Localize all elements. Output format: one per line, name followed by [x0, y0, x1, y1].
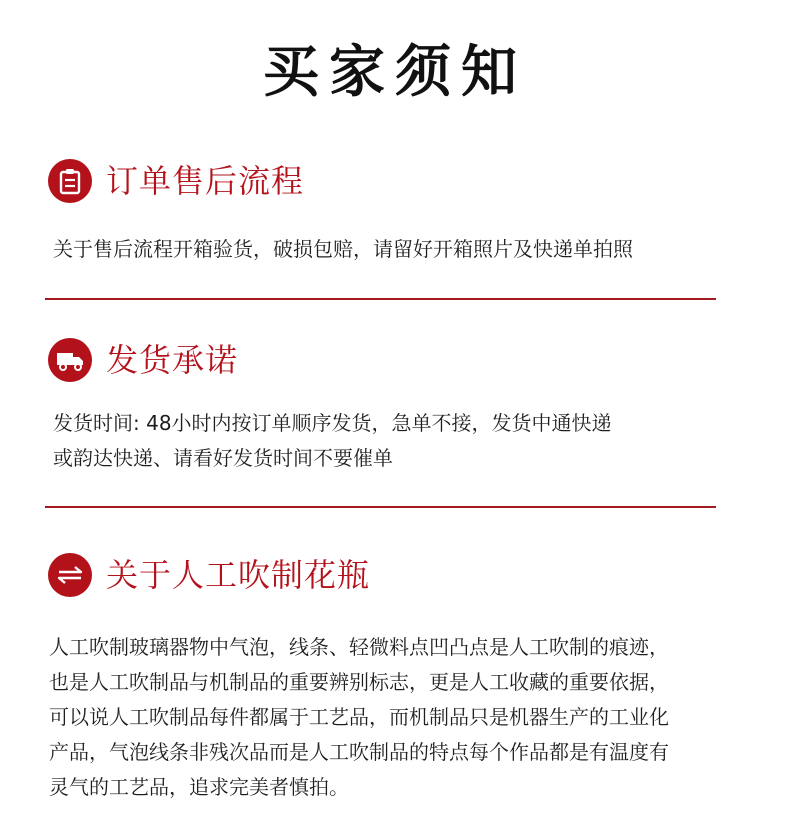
section-title: 订单售后流程 [106, 162, 305, 200]
clipboard-icon [48, 159, 92, 203]
section-title: 发货承诺 [106, 341, 239, 379]
section-handblown-body [49, 630, 749, 805]
body-line: 人工吹制玻璃器物中气泡，线条、轻微料点凹凸点是人工吹制的痕迹， [49, 635, 669, 659]
delivery-truck-icon [48, 338, 92, 382]
body-line: 可以说人工吹制品每件都属于工艺品，而机制品只是机器生产的工业化 [49, 705, 669, 729]
body-line: 或韵达快递、请看好发货时间不要催单 [53, 446, 393, 470]
body-line: 发货时间: 48小时内按订单顺序发货，急单不接，发货中通快递 [53, 411, 612, 435]
section-after-sales-header [48, 158, 304, 204]
section-shipping-header [48, 337, 238, 383]
body-line: 灵气的工艺品，追求完美者慎拍。 [49, 775, 349, 799]
body-line: 也是人工吹制品与机制品的重要辨别标志，更是人工收藏的重要依据， [49, 670, 669, 694]
section-divider [45, 298, 716, 300]
section-shipping-body [53, 406, 753, 476]
section-after-sales-body [53, 232, 753, 267]
section-handblown-header [48, 552, 370, 598]
body-line: 产品，气泡线条非残次品而是人工吹制品的特点每个作品都是有温度有 [49, 740, 669, 764]
section-divider [45, 506, 716, 508]
page-title: 买家须知 [263, 40, 527, 105]
section-title: 关于人工吹制花瓶 [106, 556, 371, 594]
body-line: 关于售后流程开箱验货，破损包赔，请留好开箱照片及快递单拍照 [53, 237, 633, 261]
exchange-arrows-icon [48, 553, 92, 597]
